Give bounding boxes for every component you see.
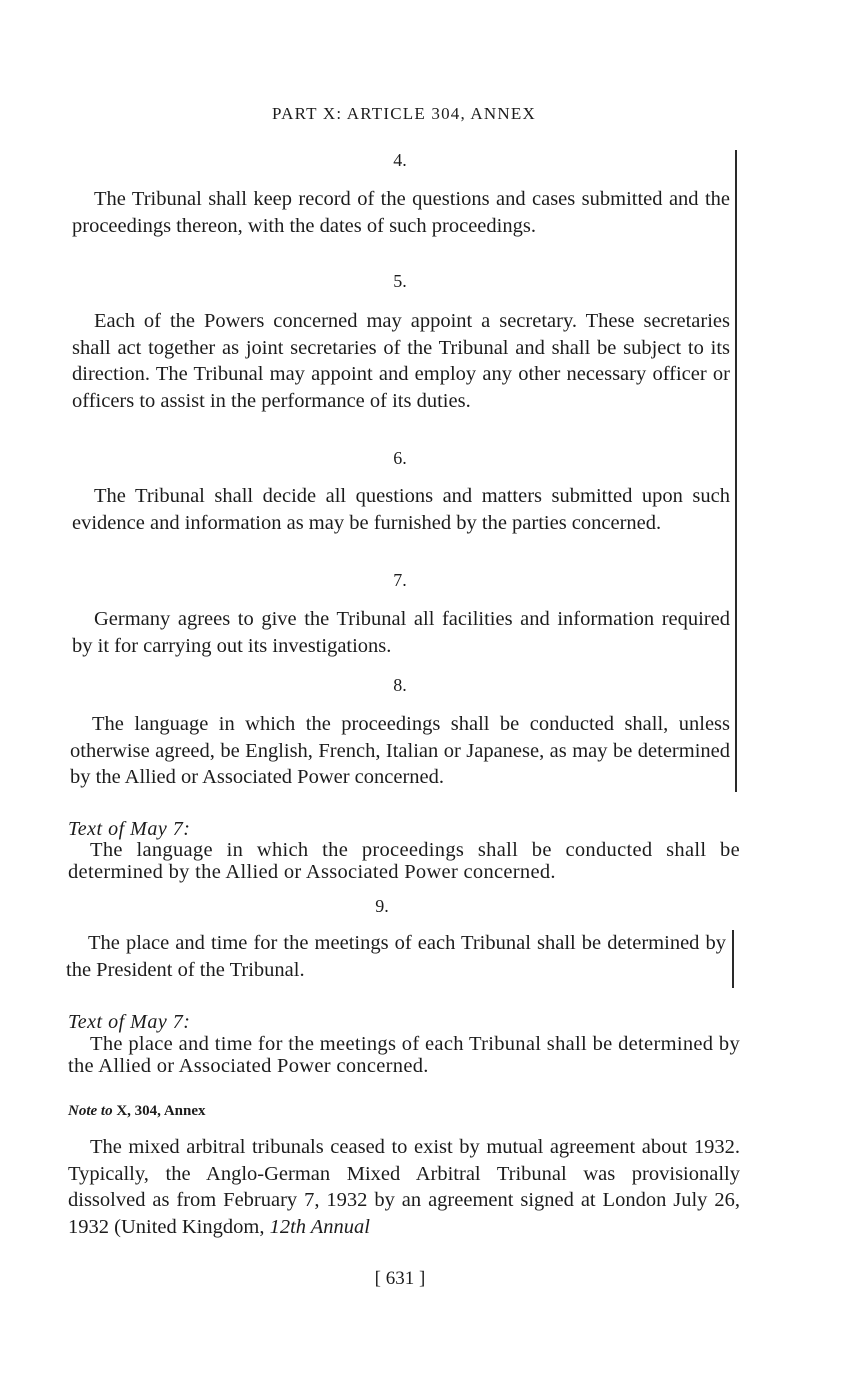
note-heading — [68, 1103, 206, 1120]
section-number: 4. — [393, 150, 407, 170]
revision-margin-rule — [732, 930, 734, 988]
note-heading-ref: X, 304, Annex — [116, 1103, 206, 1119]
note-heading-italic: Note to — [68, 1103, 113, 1119]
section-number: 6. — [393, 448, 407, 468]
section-number: 5. — [393, 271, 407, 291]
note-text-italic: 12th Annual — [269, 1215, 370, 1238]
earlier-text-label: Text of May 7: — [68, 1011, 191, 1033]
earlier-text-label: Text of May 7: — [68, 818, 191, 840]
section-number: 7. — [393, 570, 407, 590]
note-text: The mixed arbitral tribunals ceased to exist by mutual agreement about 1932. Typically, the Anglo-German Mixed Arbitral Tribunal was provisionally dissolved as from February 7, 1932 by an agreement signed at London July 26, 1932 (United Kingdom, — [68, 1136, 740, 1238]
section-paragraph: Germany agrees to give the Tribunal all facilities and information required by it for carrying out its investigations. — [72, 608, 730, 657]
earlier-text-paragraph: The place and time for the meetings of each Tribunal shall be determined by the Allied or Associated Power concerned. — [68, 1033, 740, 1077]
section-paragraph: The place and time for the meetings of each Tribunal shall be determined by the President of the Tribunal. — [66, 932, 726, 981]
earlier-text-paragraph: The language in which the proceedings shall be conducted shall be determined by the Allied or Associated Power concerned. — [68, 839, 740, 883]
section-paragraph: The Tribunal shall decide all questions and matters submitted upon such evidence and information as may be furnished by the parties concerned. — [72, 485, 730, 534]
section-paragraph: The language in which the proceedings shall be conducted shall, unless otherwise agreed, be English, French, Italian or Japanese, as may be determined by the Allied or Associated Power concerned. — [70, 713, 730, 788]
revision-margin-rule — [735, 150, 737, 792]
note-paragraph — [68, 1134, 740, 1240]
page-number: [ 631 ] — [374, 1268, 426, 1289]
section-paragraph: The Tribunal shall keep record of the questions and cases submitted and the proceedings thereon, with the dates of such proceedings. — [72, 188, 730, 237]
section-number: 9. — [375, 896, 389, 916]
section-paragraph: Each of the Powers concerned may appoint a secretary. These secretaries shall act together as joint secretaries of the Tribunal and shall be subject to its direction. The Tribunal may appoint and employ any other necessary officer or officers to assist in the performance of its duties. — [72, 310, 730, 412]
section-number: 8. — [393, 675, 407, 695]
running-head: PART X: ARTICLE 304, ANNEX — [272, 104, 536, 123]
